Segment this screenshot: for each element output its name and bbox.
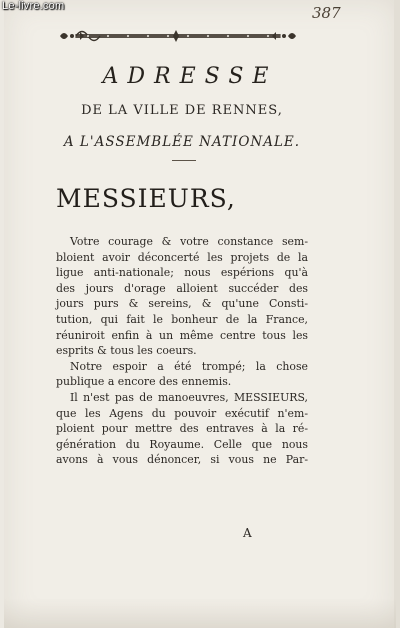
printers-ornament-icon: [58, 28, 298, 44]
page-shadow: [4, 598, 396, 628]
text-line: ligue anti-nationale; nous espérions qu'à: [56, 266, 308, 280]
text-line: publique a encore des ennemis.: [56, 375, 232, 389]
title-rule: [172, 160, 196, 161]
text-line: ploient pour mettre des entraves à la ré-: [56, 422, 308, 436]
salutation: MESSIEURS,: [56, 184, 236, 213]
text-line: des jours d'orage alloient succéder des: [56, 281, 308, 295]
body-text: [56, 234, 308, 468]
text-line: que les Agens du pouvoir exécutif n'em-: [56, 406, 308, 420]
document-addressee: A L'ASSEMBLÉE NATIONALE.: [63, 134, 301, 150]
text-line: réuniroit enfin à un même centre tous les: [56, 328, 308, 342]
text-line: tution, qui fait le bonheur de la France,: [56, 312, 308, 326]
paragraph-1: [56, 234, 308, 359]
text-line: Notre espoir a été trompé; la chose: [70, 359, 308, 373]
text-line: esprits & tous les coeurs.: [56, 344, 197, 358]
text-line: jours purs & sereins, & qu'une Consti-: [56, 297, 308, 311]
text-line: génération du Royaume. Celle que nous: [56, 437, 308, 451]
watermark-text: Le-livre.com: [2, 0, 65, 12]
document-title: ADRESSE: [102, 64, 278, 89]
page-edge: [394, 0, 400, 628]
text-line: bloient avoir déconcerté les projets de la: [56, 250, 308, 264]
text-line: avons à vous dénoncer, si vous ne Par-: [56, 453, 308, 467]
document-subtitle: DE LA VILLE DE RENNES,: [81, 103, 283, 118]
catchword: A: [243, 526, 252, 540]
paragraph-2: [56, 359, 308, 390]
text-line: Votre courage & votre constance sem-: [70, 235, 308, 248]
folio-number: 387: [312, 4, 341, 22]
paragraph-3: [56, 390, 308, 468]
text-line: Il n'est pas de manoeuvres, MESSIEURS,: [70, 390, 308, 404]
